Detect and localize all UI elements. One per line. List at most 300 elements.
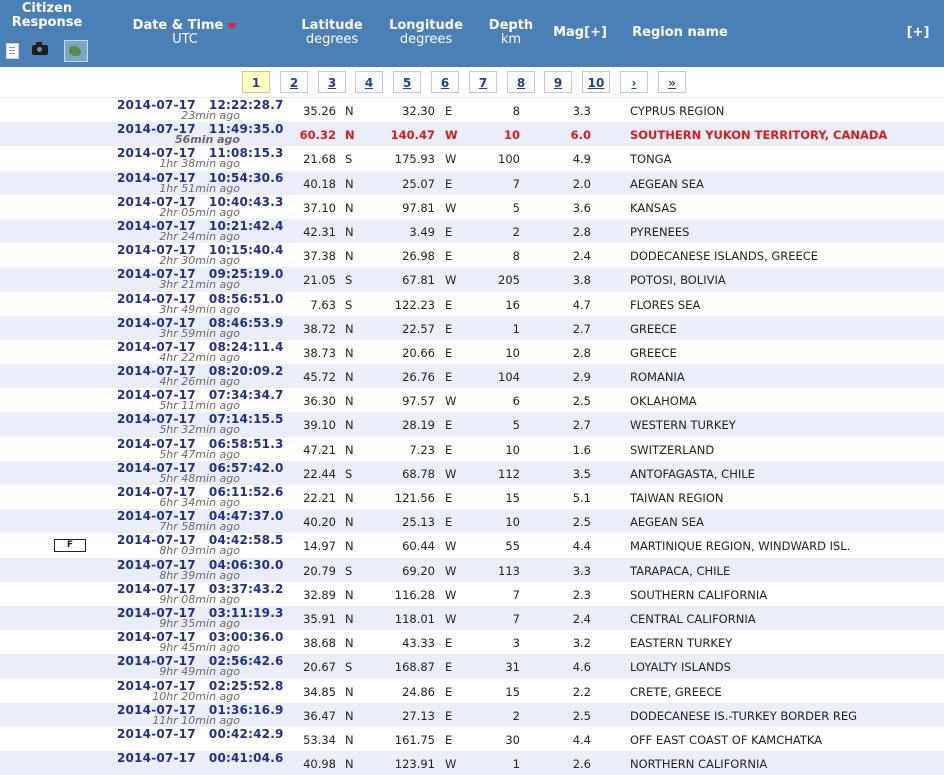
citizen-response-header bbox=[0, 2, 94, 30]
event-date[interactable]: 2014-07-17 bbox=[117, 654, 196, 669]
latitude-value: 21.05 bbox=[303, 273, 336, 288]
event-date[interactable]: 2014-07-17 bbox=[117, 315, 196, 330]
region-name: LOYALTY ISLANDS bbox=[630, 660, 731, 675]
latitude-value: 40.18 bbox=[303, 176, 336, 191]
longitude-hemisphere: E bbox=[445, 684, 453, 699]
magnitude-value: 2.5 bbox=[572, 394, 591, 409]
region-name: CYPRUS REGION bbox=[630, 104, 725, 118]
time-ago: 5hr 11min ago bbox=[159, 399, 240, 413]
latitude-value: 35.26 bbox=[303, 104, 336, 118]
longitude-value: 122.23 bbox=[394, 297, 435, 312]
time-ago: 9hr 45min ago bbox=[159, 641, 240, 655]
event-time[interactable]: 07:14:15.5 bbox=[208, 412, 284, 427]
longitude-hemisphere: E bbox=[445, 321, 453, 336]
region-name: AEGEAN SEA bbox=[630, 176, 704, 191]
latitude-hemisphere: S bbox=[345, 297, 353, 312]
event-time[interactable]: 06:57:42.0 bbox=[208, 460, 284, 475]
time-ago: 3hr 59min ago bbox=[159, 326, 240, 340]
latitude-value: 20.79 bbox=[303, 563, 336, 578]
event-date[interactable]: 2014-07-17 bbox=[117, 630, 196, 645]
event-date[interactable]: 2014-07-17 bbox=[117, 460, 196, 475]
time-ago: 10hr 20min ago bbox=[152, 689, 240, 703]
region-name: TAIWAN REGION bbox=[630, 491, 724, 505]
depth-value: 8 bbox=[512, 104, 520, 118]
event-date[interactable]: 2014-07-17 bbox=[117, 364, 196, 379]
event-time[interactable]: 08:46:53.9 bbox=[208, 315, 284, 330]
latitude-hemisphere: N bbox=[345, 176, 354, 191]
longitude-header-label: Longitude bbox=[389, 18, 463, 33]
region-name: GREECE bbox=[630, 321, 677, 336]
magnitude-value: 2.7 bbox=[572, 418, 591, 433]
event-date[interactable]: 2014-07-17 bbox=[117, 218, 196, 233]
page-link-2[interactable]: 2 bbox=[280, 71, 308, 93]
region-name: AEGEAN SEA bbox=[630, 515, 704, 530]
document-icon[interactable] bbox=[6, 43, 19, 59]
latitude-value: 40.20 bbox=[303, 515, 336, 530]
time-ago: 1hr 38min ago bbox=[159, 157, 240, 171]
table-row bbox=[0, 98, 944, 122]
longitude-value: 24.86 bbox=[402, 684, 435, 699]
latitude-hemisphere: N bbox=[345, 128, 355, 143]
latitude-value: 53.34 bbox=[303, 732, 336, 747]
event-time[interactable]: 06:11:52.6 bbox=[208, 485, 284, 499]
time-ago: 8hr 03min ago bbox=[159, 544, 240, 558]
longitude-value: 67.81 bbox=[402, 273, 435, 288]
depth-header-label: Depth bbox=[488, 18, 534, 33]
region-name: WESTERN TURKEY bbox=[630, 418, 736, 433]
latitude-value: 35.91 bbox=[303, 611, 336, 626]
time-ago: 4hr 22min ago bbox=[159, 350, 240, 364]
latitude-hemisphere: N bbox=[345, 418, 354, 433]
depth-value: 7 bbox=[512, 176, 520, 191]
longitude-hemisphere: E bbox=[445, 176, 453, 191]
longitude-value: 3.49 bbox=[409, 224, 435, 239]
table-row bbox=[0, 267, 944, 291]
magnitude-value: 2.4 bbox=[572, 611, 591, 626]
region-header-label: Region name bbox=[632, 25, 728, 40]
time-ago: 11hr 10min ago bbox=[152, 713, 240, 727]
page-link-1[interactable]: 1 bbox=[242, 71, 270, 93]
depth-value: 5 bbox=[512, 200, 520, 215]
time-ago: 8hr 39min ago bbox=[159, 568, 240, 582]
table-row bbox=[0, 533, 944, 557]
latitude-hemisphere: N bbox=[345, 684, 354, 699]
event-time[interactable]: 10:21:42.4 bbox=[208, 218, 284, 233]
latitude-hemisphere: N bbox=[345, 345, 354, 360]
event-time[interactable]: 02:25:52.8 bbox=[208, 678, 284, 693]
latitude-hemisphere: N bbox=[345, 708, 354, 723]
latitude-value: 32.89 bbox=[303, 587, 336, 602]
event-time[interactable]: 06:58:51.3 bbox=[208, 436, 284, 451]
latitude-hemisphere: S bbox=[345, 563, 353, 578]
magnitude-value: 2.6 bbox=[572, 757, 591, 772]
region-name: TONGA bbox=[630, 152, 672, 167]
event-date[interactable]: 2014-07-17 bbox=[117, 291, 196, 306]
datetime-header[interactable] bbox=[120, 19, 250, 47]
magnitude-value: 3.3 bbox=[572, 563, 591, 578]
event-time[interactable]: 00:41:04.6 bbox=[208, 751, 284, 766]
event-time[interactable]: 03:37:43.2 bbox=[208, 581, 284, 596]
magnitude-value: 2.7 bbox=[572, 321, 591, 336]
depth-value: 205 bbox=[498, 273, 520, 288]
latitude-value: 20.67 bbox=[303, 660, 336, 675]
region-name: ANTOFAGASTA, CHILE bbox=[630, 466, 755, 481]
table-row bbox=[0, 509, 944, 533]
longitude-hemisphere: W bbox=[445, 611, 457, 626]
event-date[interactable]: 2014-07-17 bbox=[117, 339, 196, 354]
latitude-hemisphere: N bbox=[345, 515, 354, 530]
latitude-value: 42.31 bbox=[303, 224, 336, 239]
table-row bbox=[0, 122, 944, 146]
event-date[interactable]: 2014-07-17 bbox=[117, 509, 196, 524]
page-link-6[interactable]: 6 bbox=[431, 71, 459, 93]
longitude-hemisphere: W bbox=[445, 587, 457, 602]
event-time[interactable]: 09:25:19.0 bbox=[208, 267, 284, 282]
event-time[interactable]: 04:47:37.0 bbox=[208, 509, 284, 524]
latitude-hemisphere: N bbox=[345, 200, 354, 215]
event-time[interactable]: 00:42:42.9 bbox=[208, 726, 284, 741]
longitude-hemisphere: W bbox=[445, 394, 457, 409]
event-time[interactable]: 08:24:11.4 bbox=[208, 339, 284, 354]
event-time[interactable]: 04:06:30.0 bbox=[208, 557, 284, 572]
table-row bbox=[0, 703, 944, 727]
depth-value: 7 bbox=[512, 611, 520, 626]
region-name: TARAPACA, CHILE bbox=[630, 563, 731, 578]
magnitude-expand-link[interactable]: Mag[+] bbox=[553, 25, 607, 40]
longitude-value: 68.78 bbox=[402, 466, 435, 481]
magnitude-value: 4.4 bbox=[572, 732, 591, 747]
time-ago: 3hr 49min ago bbox=[159, 302, 240, 316]
region-name: DODECANESE IS.-TURKEY BORDER REG bbox=[630, 708, 858, 723]
table-row bbox=[0, 630, 944, 654]
event-time[interactable]: 03:00:36.0 bbox=[208, 630, 284, 645]
magnitude-value: 3.2 bbox=[572, 636, 591, 651]
longitude-hemisphere: W bbox=[445, 466, 457, 481]
latitude-hemisphere: S bbox=[345, 660, 353, 675]
last-page-button[interactable]: » bbox=[658, 71, 686, 93]
longitude-header-unit: degrees bbox=[399, 32, 453, 47]
next-page-button[interactable]: › bbox=[620, 71, 648, 93]
latitude-value: 40.98 bbox=[303, 757, 336, 772]
magnitude-value: 3.6 bbox=[572, 200, 591, 215]
longitude-value: 161.75 bbox=[394, 732, 435, 747]
event-time[interactable]: 02:56:42.6 bbox=[208, 654, 284, 669]
time-ago: 4hr 26min ago bbox=[159, 375, 240, 389]
longitude-value: 28.19 bbox=[402, 418, 435, 433]
event-time[interactable]: 10:40:43.3 bbox=[208, 194, 284, 209]
depth-value: 31 bbox=[505, 660, 520, 675]
magnitude-value: 2.3 bbox=[572, 587, 591, 602]
time-ago: 6hr 34min ago bbox=[159, 496, 240, 509]
longitude-hemisphere: E bbox=[445, 515, 453, 530]
depth-value: 2 bbox=[512, 708, 520, 723]
event-date[interactable]: 2014-07-17 bbox=[117, 533, 196, 548]
magnitude-value: 4.6 bbox=[572, 660, 591, 675]
depth-value: 104 bbox=[498, 370, 520, 385]
latitude-value: 45.72 bbox=[303, 370, 336, 385]
longitude-hemisphere: E bbox=[445, 708, 453, 723]
longitude-hemisphere: E bbox=[445, 224, 453, 239]
latitude-value: 14.97 bbox=[303, 539, 336, 554]
region-name: SOUTHERN YUKON TERRITORY, CANADA bbox=[630, 128, 888, 143]
event-date[interactable]: 2014-07-17 bbox=[117, 98, 196, 112]
expand-columns-label[interactable]: [+] bbox=[906, 25, 930, 40]
event-time[interactable]: 07:34:34.7 bbox=[208, 388, 284, 403]
time-ago: 23min ago bbox=[181, 109, 240, 122]
event-time[interactable]: 11:49:35.0 bbox=[208, 122, 284, 137]
magnitude-value: 3.3 bbox=[572, 104, 591, 118]
latitude-hemisphere: N bbox=[345, 587, 354, 602]
latitude-value: 38.72 bbox=[303, 321, 336, 336]
region-name: MARTINIQUE REGION, WINDWARD ISL. bbox=[630, 539, 851, 554]
page-link-5[interactable]: 5 bbox=[393, 71, 421, 93]
time-ago: 7hr 58min ago bbox=[159, 520, 240, 534]
table-row bbox=[0, 461, 944, 485]
longitude-value: 20.66 bbox=[402, 345, 435, 360]
longitude-value: 69.20 bbox=[402, 563, 435, 578]
event-date[interactable]: 2014-07-17 bbox=[117, 412, 196, 427]
event-date[interactable]: 2014-07-17 bbox=[117, 388, 196, 403]
region-header bbox=[630, 26, 730, 40]
latitude-value: 36.30 bbox=[303, 394, 336, 409]
region-name: OFF EAST COAST OF KAMCHATKA bbox=[630, 732, 823, 747]
region-name: CENTRAL CALIFORNIA bbox=[630, 611, 756, 626]
latitude-hemisphere: N bbox=[345, 321, 354, 336]
region-name: OKLAHOMA bbox=[630, 394, 697, 409]
table-row bbox=[0, 146, 944, 170]
datetime-header-label[interactable]: Date & Time bbox=[132, 18, 224, 33]
longitude-hemisphere: E bbox=[445, 345, 453, 360]
longitude-value: 121.56 bbox=[394, 491, 435, 505]
depth-value: 5 bbox=[512, 418, 520, 433]
longitude-value: 123.91 bbox=[394, 757, 435, 772]
event-time[interactable]: 08:20:09.2 bbox=[208, 364, 284, 379]
event-time[interactable]: 10:15:40.4 bbox=[208, 243, 284, 258]
magnitude-value: 3.5 bbox=[572, 466, 591, 481]
event-time[interactable]: 10:54:30.6 bbox=[208, 170, 284, 185]
event-date[interactable]: 2014-07-17 bbox=[117, 122, 196, 137]
magnitude-value: 1.6 bbox=[572, 442, 591, 457]
event-date[interactable]: 2014-07-17 bbox=[117, 267, 196, 282]
region-name: SOUTHERN CALIFORNIA bbox=[630, 587, 768, 602]
magnitude-value: 2.5 bbox=[572, 515, 591, 530]
depth-value: 10 bbox=[505, 442, 520, 457]
region-name: POTOSI, BOLIVIA bbox=[630, 273, 726, 288]
table-row bbox=[0, 582, 944, 606]
table-row bbox=[0, 219, 944, 243]
latitude-hemisphere: N bbox=[345, 539, 354, 554]
map-thumbnail-icon[interactable] bbox=[64, 40, 88, 62]
magnitude-value: 2.2 bbox=[572, 684, 591, 699]
event-datetime-link[interactable] bbox=[117, 727, 284, 741]
longitude-hemisphere: E bbox=[445, 660, 453, 675]
event-date[interactable]: 2014-07-17 bbox=[117, 194, 196, 209]
latitude-value: 34.85 bbox=[303, 684, 336, 699]
time-ago: 56min ago bbox=[174, 133, 240, 147]
region-name: GREECE bbox=[630, 345, 677, 360]
time-ago: 2hr 24min ago bbox=[159, 229, 240, 243]
longitude-value: 26.98 bbox=[402, 249, 435, 264]
magnitude-value: 4.7 bbox=[572, 297, 591, 312]
latitude-hemisphere: N bbox=[345, 104, 354, 118]
longitude-hemisphere: E bbox=[445, 442, 453, 457]
depth-value: 55 bbox=[505, 539, 520, 554]
page-link-9[interactable]: 9 bbox=[544, 71, 572, 93]
longitude-hemisphere: E bbox=[445, 370, 453, 385]
latitude-value: 47.21 bbox=[303, 442, 336, 457]
magnitude-value: 2.4 bbox=[572, 249, 591, 264]
latitude-value: 36.47 bbox=[303, 708, 336, 723]
longitude-header bbox=[386, 19, 466, 47]
latitude-value: 22.21 bbox=[303, 491, 336, 505]
latitude-value: 60.32 bbox=[299, 128, 336, 143]
felt-report-badge[interactable]: F bbox=[54, 539, 86, 552]
longitude-value: 97.81 bbox=[402, 200, 435, 215]
depth-value: 10 bbox=[503, 128, 520, 143]
event-datetime-link[interactable] bbox=[117, 751, 284, 765]
pagination bbox=[0, 71, 944, 95]
depth-value: 112 bbox=[498, 466, 520, 481]
depth-value: 1 bbox=[512, 321, 520, 336]
latitude-hemisphere: N bbox=[345, 442, 354, 457]
longitude-value: 140.47 bbox=[390, 128, 435, 143]
table-row bbox=[0, 558, 944, 582]
longitude-value: 32.30 bbox=[402, 104, 435, 118]
table-row bbox=[0, 364, 944, 388]
event-date[interactable]: 2014-07-17 bbox=[117, 702, 196, 717]
depth-value: 6 bbox=[512, 394, 520, 409]
longitude-hemisphere: E bbox=[445, 104, 453, 118]
latitude-hemisphere: N bbox=[345, 636, 354, 651]
time-ago: 5hr 32min ago bbox=[159, 423, 240, 437]
longitude-hemisphere: W bbox=[445, 200, 457, 215]
latitude-header-unit: degrees bbox=[305, 32, 359, 47]
region-name: ROMANIA bbox=[630, 370, 685, 385]
event-time[interactable]: 04:42:58.5 bbox=[208, 533, 284, 548]
time-ago: 2hr 05min ago bbox=[159, 205, 240, 219]
latitude-hemisphere: N bbox=[345, 249, 354, 264]
event-date[interactable]: 2014-07-17 bbox=[117, 436, 196, 451]
latitude-value: 39.10 bbox=[303, 418, 336, 433]
magnitude-header[interactable] bbox=[546, 26, 614, 40]
longitude-hemisphere: W bbox=[445, 539, 457, 554]
table-row bbox=[0, 412, 944, 436]
depth-value: 15 bbox=[505, 684, 520, 699]
latitude-hemisphere: N bbox=[345, 491, 354, 505]
table-row bbox=[0, 727, 944, 751]
event-time[interactable]: 01:36:16.9 bbox=[208, 702, 284, 717]
page-link-4[interactable]: 4 bbox=[355, 71, 383, 93]
latitude-value: 38.68 bbox=[303, 636, 336, 651]
longitude-hemisphere: E bbox=[445, 491, 453, 505]
event-date[interactable]: 2014-07-17 bbox=[117, 146, 196, 161]
latitude-header-label: Latitude bbox=[301, 18, 363, 33]
table-row bbox=[0, 171, 944, 195]
longitude-hemisphere: E bbox=[445, 418, 453, 433]
depth-value: 3 bbox=[512, 636, 520, 651]
page-link-7[interactable]: 7 bbox=[469, 71, 497, 93]
magnitude-value: 6.0 bbox=[570, 128, 591, 143]
longitude-value: 7.23 bbox=[409, 442, 435, 457]
time-ago: 3hr 21min ago bbox=[159, 278, 240, 292]
depth-value: 100 bbox=[498, 152, 520, 167]
latitude-hemisphere: N bbox=[345, 394, 354, 409]
longitude-value: 168.87 bbox=[394, 660, 435, 675]
longitude-value: 25.07 bbox=[402, 176, 435, 191]
table-row bbox=[0, 751, 944, 775]
event-time[interactable]: 08:56:51.0 bbox=[208, 291, 284, 306]
table-row bbox=[0, 316, 944, 340]
event-time[interactable]: 11:08:15.3 bbox=[208, 146, 284, 161]
time-ago: 9hr 49min ago bbox=[159, 665, 240, 679]
latitude-header bbox=[292, 19, 372, 47]
longitude-hemisphere: W bbox=[445, 757, 457, 772]
citizen-header-line1: Citizen bbox=[21, 1, 73, 16]
latitude-value: 38.73 bbox=[303, 345, 336, 360]
sort-descending-icon[interactable] bbox=[227, 23, 237, 29]
event-date[interactable]: 2014-07-17 bbox=[117, 170, 196, 185]
table-row bbox=[0, 606, 944, 630]
longitude-value: 27.13 bbox=[402, 708, 435, 723]
latitude-hemisphere: S bbox=[345, 273, 353, 288]
latitude-value: 7.63 bbox=[310, 297, 336, 312]
event-date[interactable]: 2014-07-17 bbox=[117, 726, 196, 741]
latitude-hemisphere: S bbox=[345, 466, 353, 481]
longitude-hemisphere: E bbox=[445, 249, 453, 264]
table-row bbox=[0, 437, 944, 461]
event-date[interactable]: 2014-07-17 bbox=[117, 485, 196, 499]
magnitude-value: 3.8 bbox=[572, 273, 591, 288]
depth-value: 2 bbox=[512, 224, 520, 239]
latitude-value: 22.44 bbox=[303, 466, 336, 481]
longitude-hemisphere: E bbox=[445, 732, 453, 747]
event-date[interactable]: 2014-07-17 bbox=[117, 678, 196, 693]
page-link-10[interactable]: 10 bbox=[582, 71, 610, 93]
event-date[interactable]: 2014-07-17 bbox=[117, 557, 196, 572]
event-date[interactable]: 2014-07-17 bbox=[117, 581, 196, 596]
depth-header-unit: km bbox=[500, 32, 522, 47]
camera-icon[interactable] bbox=[32, 45, 48, 55]
latitude-hemisphere: N bbox=[345, 732, 354, 747]
table-row bbox=[0, 679, 944, 703]
event-time[interactable]: 12:22:28.7 bbox=[208, 98, 284, 112]
region-name: FLORES SEA bbox=[630, 297, 701, 312]
table-row bbox=[0, 485, 944, 509]
depth-value: 8 bbox=[512, 249, 520, 264]
time-ago: 1hr 51min ago bbox=[159, 181, 240, 195]
longitude-value: 118.01 bbox=[394, 611, 435, 626]
event-time[interactable]: 03:11:19.3 bbox=[208, 605, 284, 620]
region-name: DODECANESE ISLANDS, GREECE bbox=[630, 249, 819, 264]
time-ago: 9hr 35min ago bbox=[159, 616, 240, 630]
depth-header bbox=[480, 19, 542, 47]
latitude-hemisphere: N bbox=[345, 611, 354, 626]
longitude-hemisphere: E bbox=[445, 297, 453, 312]
page-link-8[interactable]: 8 bbox=[507, 71, 535, 93]
expand-columns-button[interactable] bbox=[900, 26, 936, 40]
datetime-header-unit: UTC bbox=[172, 32, 198, 47]
event-date[interactable]: 2014-07-17 bbox=[117, 751, 196, 766]
magnitude-value: 2.8 bbox=[572, 224, 591, 239]
latitude-hemisphere: N bbox=[345, 370, 354, 385]
table-row bbox=[0, 243, 944, 267]
event-date[interactable]: 2014-07-17 bbox=[117, 605, 196, 620]
time-ago: 5hr 48min ago bbox=[159, 471, 240, 485]
page-link-3[interactable]: 3 bbox=[318, 71, 346, 93]
event-date[interactable]: 2014-07-17 bbox=[117, 243, 196, 258]
depth-value: 113 bbox=[498, 563, 520, 578]
magnitude-value: 4.4 bbox=[572, 539, 591, 554]
